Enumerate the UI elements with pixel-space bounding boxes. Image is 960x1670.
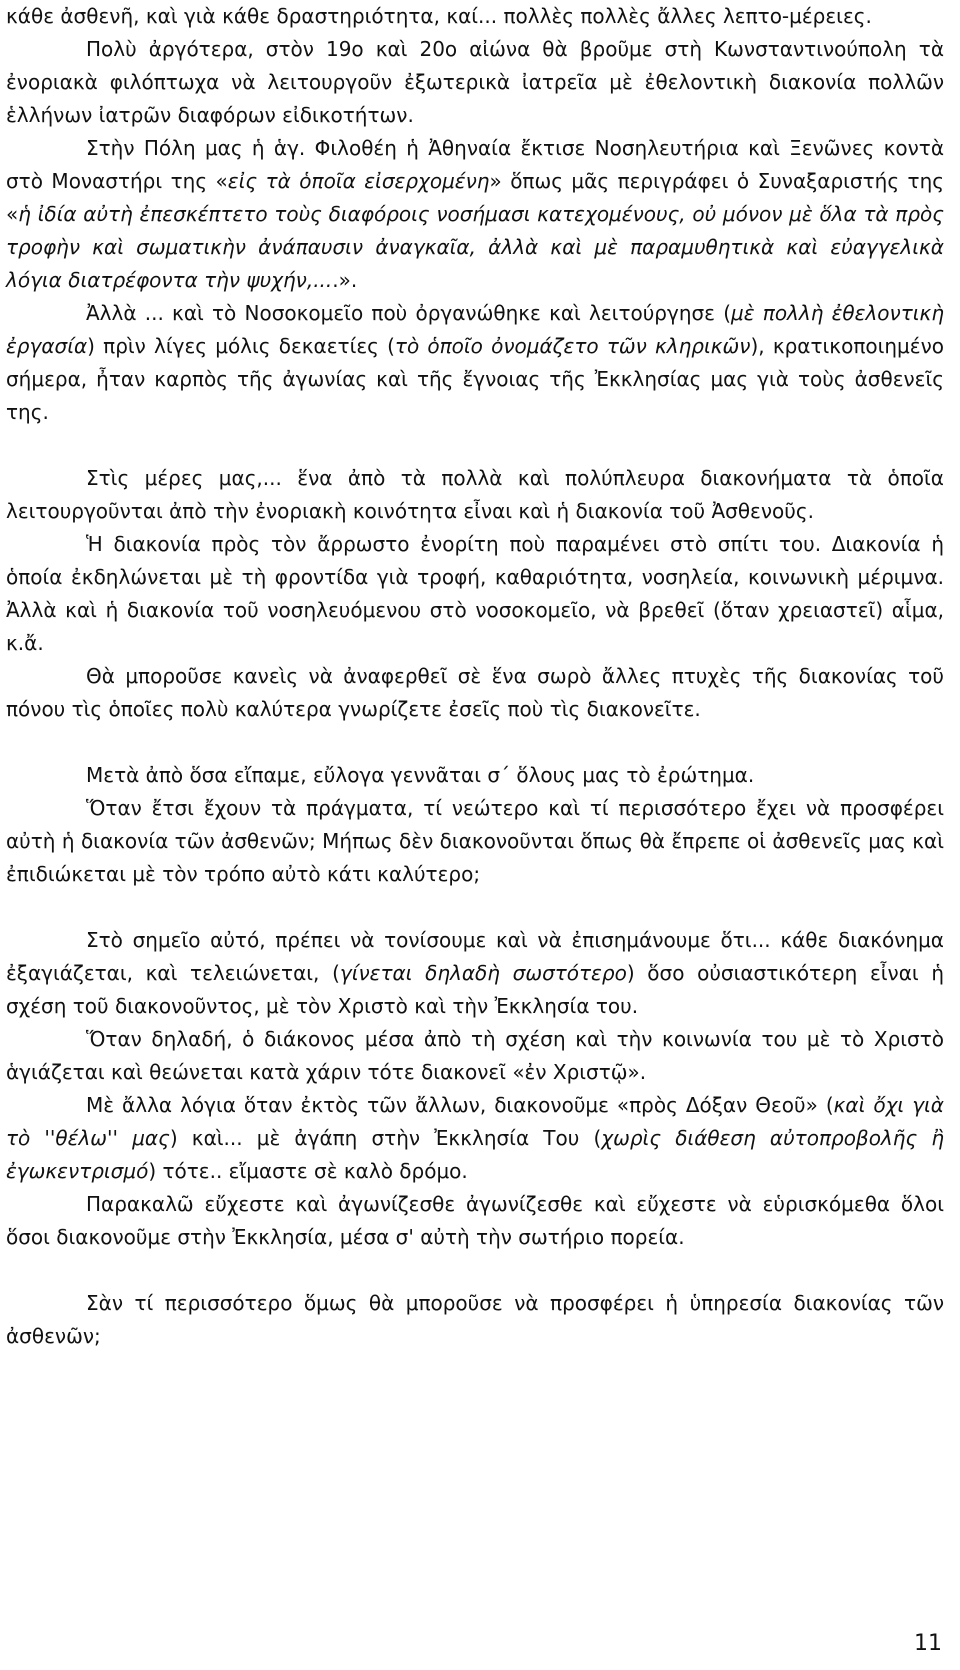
paragraph <box>6 924 944 1023</box>
text: ) πρὶν λίγες μόλις δεκαετίες ( <box>87 334 395 358</box>
text: .». <box>332 268 358 292</box>
paragraph <box>6 660 944 726</box>
text: Πολὺ ἀργότερα, στὸν 19ο καὶ 20ο αἰώνα θὰ βροῦμε στὴ Κωνσταντινούπολη τὰ ἐνοριακὰ φιλόπτωχα νὰ λειτουργοῦν ἐξωτερικὰ ἰατρεῖα μὲ ἐθελοντικὴ διακονία πολλῶν ἑλλήνων ἰατρῶν διαφόρων εἰδικοτήτων. <box>6 37 944 127</box>
paragraph <box>6 759 944 792</box>
text: Ὅταν ἔτσι ἔχουν τὰ πράγματα, τί νεώτερο καὶ τί περισσότερο ἔχει νὰ προσφέρει αὐτὴ ἡ διακονία τῶν ἀσθενῶν; Μήπως δὲν διακονοῦνται ὅπως θὰ ἔπρεπε οἱ ἀσθενεῖς μας καὶ ἐπιδιώκεται μὲ τὸν τρόπο αὐτὸ κάτι καλύτερο; <box>6 796 944 886</box>
paragraph <box>6 33 944 132</box>
text: ) τότε.. εἴμαστε σὲ καλὸ δρόμο. <box>148 1159 468 1183</box>
text: Θὰ μποροῦσε κανεὶς νὰ ἀναφερθεῖ σὲ ἕνα σωρὸ ἄλλες πτυχὲς τῆς διακονίας τοῦ πόνου τὶς ὁποῖες πολὺ καλύτερα γνωρίζετε ἐσεῖς ποὺ τὶς διακονεῖτε. <box>6 664 944 721</box>
paragraph <box>6 297 944 429</box>
paragraph <box>6 462 944 528</box>
text: Σὰν τί περισσότερο ὅμως θὰ μποροῦσε νὰ προσφέρει ἡ ὑπηρεσία διακονίας τῶν ἀσθενῶν; <box>6 1291 944 1348</box>
paragraph <box>6 0 944 33</box>
text: Στὸ σημεῖο αὐτό, πρέπει νὰ τονίσουμε καὶ νὰ ἐπισημάνουμε ὅτι... κάθε διακόνημα ἐξαγιάζεται, καὶ τελειώνεται, ( <box>6 928 944 985</box>
text: Ὅταν δηλαδή, ὁ διάκονος μέσα ἀπὸ τὴ σχέση καὶ τὴν κοινωνία του μὲ τὸ Χριστὸ ἁγιάζεται καὶ θεώνεται κατὰ χάριν τότε διακονεῖ «ἐν Χριστῷ». <box>6 1027 944 1084</box>
italic-text: τὸ ὁποῖο ὀνομάζετο τῶν κληρικῶν <box>394 334 751 358</box>
paragraph <box>6 1023 944 1089</box>
text: Παρακαλῶ εὔχεστε καὶ ἀγωνίζεσθε ἀγωνίζεσθε καὶ εὔχεστε νὰ εὑρισκόμεθα ὅλοι ὅσοι διακονοῦμε στὴν Ἐκκλησία, μέσα σ' αὐτὴ τὴν σωτήριο πορεία. <box>6 1192 944 1249</box>
paragraph <box>6 792 944 891</box>
paragraph <box>6 1188 944 1254</box>
italic-text: γίνεται δηλαδὴ σωστότερο <box>339 961 627 985</box>
paragraph <box>6 528 944 660</box>
italic-text: χωρὶς διάθεση αὐτοπροβολῆς ἢ ἐγωκεντρισμό <box>6 1126 945 1183</box>
text: Μετὰ ἀπὸ ὅσα εἴπαμε, εὔλογα γεννᾶται σ΄ ὅλους μας τὸ ἐρώτημα. <box>86 763 755 787</box>
text: ) ὅσο οὐσιαστικότερη εἶναι ἡ σχέση τοῦ διακονοῦντος, μὲ τὸν Χριστὸ καὶ τὴν Ἐκκλησία του. <box>6 961 944 1018</box>
page-number: 11 <box>914 1631 942 1656</box>
italic-text: καὶ ὄχι γιὰ τὸ ''θέλω'' μας <box>6 1093 944 1150</box>
text: » ὅπως μᾶς περιγράφει ὁ Συναξαριστής της « <box>6 169 944 226</box>
italic-text: ἡ ἰδία αὐτὴ ἐπεσκέπτετο τοὺς διαφόροις νοσήμασι κατεχομένους, οὐ μόνον μὲ ὅλα τὰ πρὸς τροφὴν καὶ σωματικὴν ἀνάπαυσιν ἀναγκαῖα, ἀλλὰ καὶ μὲ παραμυθητικὰ καὶ εὐαγγελικὰ λόγια διατρέφοντα τὴν ψυχήν,... <box>6 202 944 292</box>
text: ), κρατικοποιημένο σήμερα, ἦταν καρπὸς τῆς ἀγωνίας καὶ τῆς ἔγνοιας τῆς Ἐκκλησίας μας γιὰ τοὺς ἀσθενεῖς της. <box>6 334 944 424</box>
paragraph <box>6 132 944 297</box>
text: Μὲ ἄλλα λόγια ὅταν ἐκτὸς τῶν ἄλλων, διακονοῦμε «πρὸς Δόξαν Θεοῦ» ( <box>86 1093 834 1117</box>
text: ) καὶ... μὲ ἀγάπη στὴν Ἐκκλησία Του ( <box>169 1126 602 1150</box>
paragraph <box>6 1089 944 1188</box>
paragraph <box>6 1287 944 1353</box>
text: Στὴν Πόλη μας ἡ ἁγ. Φιλοθέη ἡ Ἀθηναία ἔκτισε Νοσηλευτήρια καὶ Ξενῶνες κοντὰ στὸ Μοναστήρι της « <box>6 136 944 193</box>
text: Ἀλλὰ ... καὶ τὸ Νοσοκομεῖο ποὺ ὀργανώθηκε καὶ λειτούργησε ( <box>86 301 732 325</box>
italic-text: εἰς τὰ ὁποῖα εἰσερχομένη <box>227 169 490 193</box>
text: Στὶς μέρες μας,... ἕνα ἀπὸ τὰ πολλὰ καὶ πολύπλευρα διακονήματα τὰ ὁποῖα λειτουργοῦνται ἀπὸ τὴν ἐνοριακὴ κοινότητα εἶναι καὶ ἡ διακονία τοῦ Ἀσθενοῦς. <box>6 466 944 523</box>
text: κάθε ἀσθενῆ, καὶ γιὰ κάθε δραστηριότητα, καί... πολλὲς πολλὲς ἄλλες λεπτο-μέρειες. <box>6 4 872 28</box>
text: Ἡ διακονία πρὸς τὸν ἄρρωστο ἐνορίτη ποὺ παραμένει στὸ σπίτι του. Διακονία ἡ ὁποία ἐκδηλώνεται μὲ τὴ φροντίδα γιὰ τροφή, καθαριότητα, νοσηλεία, κοινωνικὴ μέριμνα. Ἀλλὰ καὶ ἡ διακονία τοῦ νοσηλευόμενου στὸ νοσοκομεῖο, νὰ βρεθεῖ (ὅταν χρειαστεῖ) αἷμα, κ.ἄ. <box>6 532 944 655</box>
italic-text: μὲ πολλὴ ἐθελοντικὴ ἐργασία <box>6 301 944 358</box>
document-page <box>6 0 944 1353</box>
